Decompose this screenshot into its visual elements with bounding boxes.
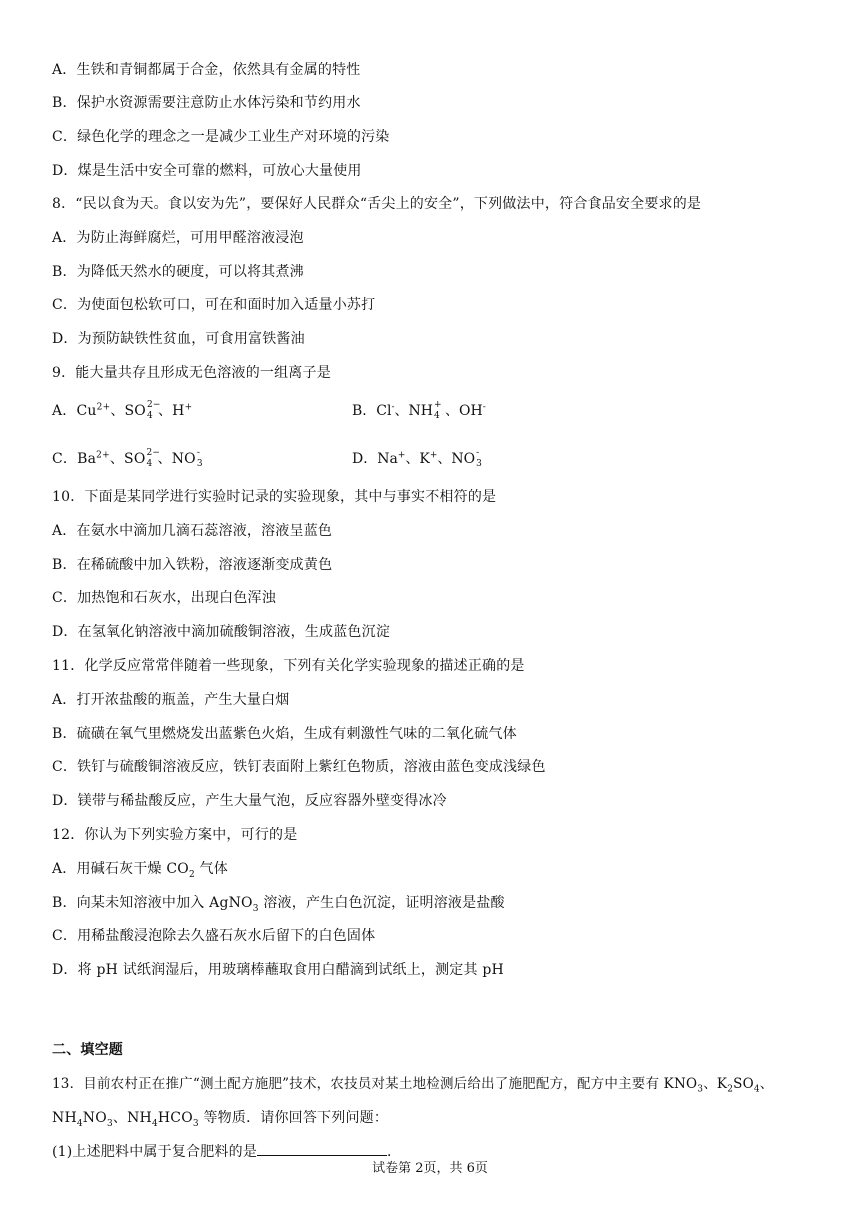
q12-option-a bbox=[52, 859, 228, 879]
q12-stem: 12．你认为下列实验方案中，可行的是 bbox=[52, 827, 298, 843]
q9-b-nh4-charge: + bbox=[434, 400, 442, 410]
q9-b-nh4: 、NH bbox=[394, 403, 433, 419]
q13-sub1-end: ． bbox=[387, 1144, 402, 1160]
q9-d-no3-sub: 3 bbox=[476, 459, 482, 469]
q13-l2-sub1: 4 bbox=[76, 1118, 83, 1129]
q13-l1-so: SO bbox=[733, 1076, 754, 1092]
q9-a-so4-charge: 2− bbox=[146, 400, 161, 410]
q10-option-b: B．在稀硫酸中加入铁粉，溶液逐渐变成黄色 bbox=[52, 557, 333, 573]
q11-option-a: A．打开浓盐酸的瓶盖，产生大量白烟 bbox=[52, 692, 290, 708]
q9-option-d bbox=[352, 449, 487, 469]
q10-option-c: C．加热饱和石灰水，出现白色浑浊 bbox=[52, 590, 276, 606]
q12-option-b bbox=[52, 893, 505, 913]
q11-option-b: B．硫磺在氧气里燃烧发出蓝紫色火焰，生成有刺激性气味的二氧化硫气体 bbox=[52, 726, 517, 742]
q7-option-d: D．煤是生活中安全可靠的燃料，可放心大量使用 bbox=[52, 163, 362, 179]
q8-option-a: A．为防止海鲜腐烂，可用甲醛溶液浸泡 bbox=[52, 230, 304, 246]
q9-b-cl-charge: - bbox=[391, 402, 395, 413]
q8-option-b: B．为降低天然水的硬度，可以将其煮沸 bbox=[52, 264, 304, 280]
q10-option-a: A．在氨水中滴加几滴石蕊溶液，溶液呈蓝色 bbox=[52, 523, 333, 539]
q9-b-oh: 、OH bbox=[445, 403, 483, 419]
q13-l2-no: NO bbox=[82, 1110, 107, 1126]
q12-b-sub: 3 bbox=[252, 903, 259, 914]
answer-blank[interactable] bbox=[257, 1141, 387, 1156]
q13-l1-k: 、K bbox=[703, 1076, 728, 1092]
q12-a-sub: 2 bbox=[188, 869, 195, 880]
q13-l2-nh: NH bbox=[52, 1110, 77, 1126]
q9-d-k-charge: + bbox=[429, 450, 438, 461]
section-heading-fill-in: 二、填空题 bbox=[52, 1042, 123, 1058]
q9-c-ba-charge: 2+ bbox=[96, 450, 110, 461]
q9-option-a bbox=[52, 401, 192, 421]
q13-stem-line1 bbox=[52, 1074, 773, 1094]
q12-a-text: A．用碱石灰干燥 CO bbox=[52, 861, 189, 877]
q13-l2-sub2: 3 bbox=[106, 1118, 113, 1129]
q9-a-text: A．Cu bbox=[52, 403, 97, 419]
q9-c-no3: 、NO bbox=[157, 451, 196, 467]
q9-a-cu-charge: 2+ bbox=[96, 402, 111, 413]
q9-c-so4-stack bbox=[146, 448, 161, 469]
q7-option-b: B．保护水资源需要注意防止水体污染和节约用水 bbox=[52, 95, 361, 111]
q13-sub1 bbox=[52, 1141, 401, 1162]
q9-d-no3-charge: - bbox=[476, 448, 480, 458]
q11-option-c: C．铁钉与硫酸铜溶液反应，铁钉表面附上紫红色物质，溶液由蓝色变成浅绿色 bbox=[52, 759, 546, 775]
q9-option-c bbox=[52, 449, 208, 469]
q13-l2-sub4: 3 bbox=[192, 1118, 199, 1129]
q13-l1-text: 13．目前农村正在推广“测土配方施肥”技术，农技员对某土地检测后给出了施肥配方，配方中主要有 KNO bbox=[52, 1076, 698, 1092]
q13-l1-end: 、 bbox=[759, 1076, 774, 1092]
q13-l2-nh-b: 、NH bbox=[112, 1110, 152, 1126]
q11-stem: 11．化学反应常常伴随着一些现象，下列有关化学实验现象的描述正确的是 bbox=[52, 658, 525, 674]
q11-option-d: D．镁带与稀盐酸反应，产生大量气泡，反应容器外壁变得冰冷 bbox=[52, 793, 447, 809]
q13-stem-line2 bbox=[52, 1108, 388, 1128]
q13-l2-tail: 等物质．请你回答下列问题： bbox=[198, 1110, 389, 1126]
q9-option-b bbox=[352, 401, 486, 421]
q12-b-text: B．向某未知溶液中加入 AgNO bbox=[52, 895, 253, 911]
q7-option-a: A．生铁和青铜都属于合金，依然具有金属的特性 bbox=[52, 62, 361, 78]
q9-b-oh-charge: - bbox=[482, 402, 486, 413]
q13-l2-hco: HCO bbox=[157, 1110, 193, 1126]
q9-a-so4: 、SO bbox=[110, 403, 146, 419]
q13-l1-sub1: 3 bbox=[697, 1084, 704, 1095]
q8-stem: 8．“民以食为天。食以安为先”，要保好人民群众“舌尖上的安全”，下列做法中，符合食品安全要求的是 bbox=[52, 196, 702, 212]
q9-a-h: 、H bbox=[157, 403, 185, 419]
q9-a-so4-sub: 4 bbox=[146, 411, 153, 421]
q13-l1-sub3: 4 bbox=[753, 1084, 760, 1095]
q9-c-so4: 、SO bbox=[109, 451, 146, 467]
q9-c-no3-stack bbox=[196, 449, 208, 469]
q9-d-k: 、K bbox=[405, 451, 430, 467]
q9-c-no3-charge: - bbox=[196, 448, 201, 458]
q9-a-so4-stack bbox=[146, 400, 161, 421]
q12-b-tail: 溶液，产生白色沉淀，证明溶液是盐酸 bbox=[258, 895, 505, 911]
q10-stem: 10．下面是某同学进行实验时记录的实验现象，其中与事实不相符的是 bbox=[52, 489, 497, 505]
page-footer: 试卷第 2页，共 6页 bbox=[372, 1161, 488, 1176]
q12-option-c: C．用稀盐酸浸泡除去久盛石灰水后留下的白色固体 bbox=[52, 928, 376, 944]
q9-c-so4-charge: 2− bbox=[146, 448, 161, 458]
q12-option-d: D．将 pH 试纸润湿后，用玻璃棒蘸取食用白醋滴到试纸上，测定其 pH bbox=[52, 962, 504, 978]
q13-sub1-text: (1)上述肥料中属于复合肥料的是 bbox=[52, 1144, 258, 1160]
q9-d-no3-stack bbox=[475, 449, 487, 469]
q9-d-no3: 、NO bbox=[437, 451, 476, 467]
q9-b-text: B．Cl bbox=[352, 403, 392, 419]
q10-option-d: D．在氢氧化钠溶液中滴加硫酸铜溶液，生成蓝色沉淀 bbox=[52, 624, 391, 640]
q8-option-c: C．为使面包松软可口，可在和面时加入适量小苏打 bbox=[52, 297, 376, 313]
q12-a-tail: 气体 bbox=[194, 861, 228, 877]
q13-l1-sub2: 2 bbox=[727, 1084, 734, 1095]
q13-l2-sub3: 4 bbox=[151, 1118, 158, 1129]
q9-d-text: D．Na bbox=[352, 451, 398, 467]
q9-c-no3-sub: 3 bbox=[196, 459, 203, 469]
q9-c-text: C．Ba bbox=[52, 451, 97, 467]
q8-option-d: D．为预防缺铁性贫血，可食用富铁酱油 bbox=[52, 331, 305, 347]
q7-option-c: C．绿色化学的理念之一是减少工业生产对环境的污染 bbox=[52, 129, 390, 145]
q9-b-nh4-sub: 4 bbox=[434, 411, 440, 421]
q9-b-nh4-stack bbox=[433, 401, 445, 421]
q9-c-so4-sub: 4 bbox=[146, 459, 153, 469]
q9-a-h-charge: + bbox=[184, 402, 193, 413]
q9-d-na-charge: + bbox=[397, 450, 406, 461]
q9-stem: 9．能大量共存且形成无色溶液的一组离子是 bbox=[52, 365, 331, 381]
